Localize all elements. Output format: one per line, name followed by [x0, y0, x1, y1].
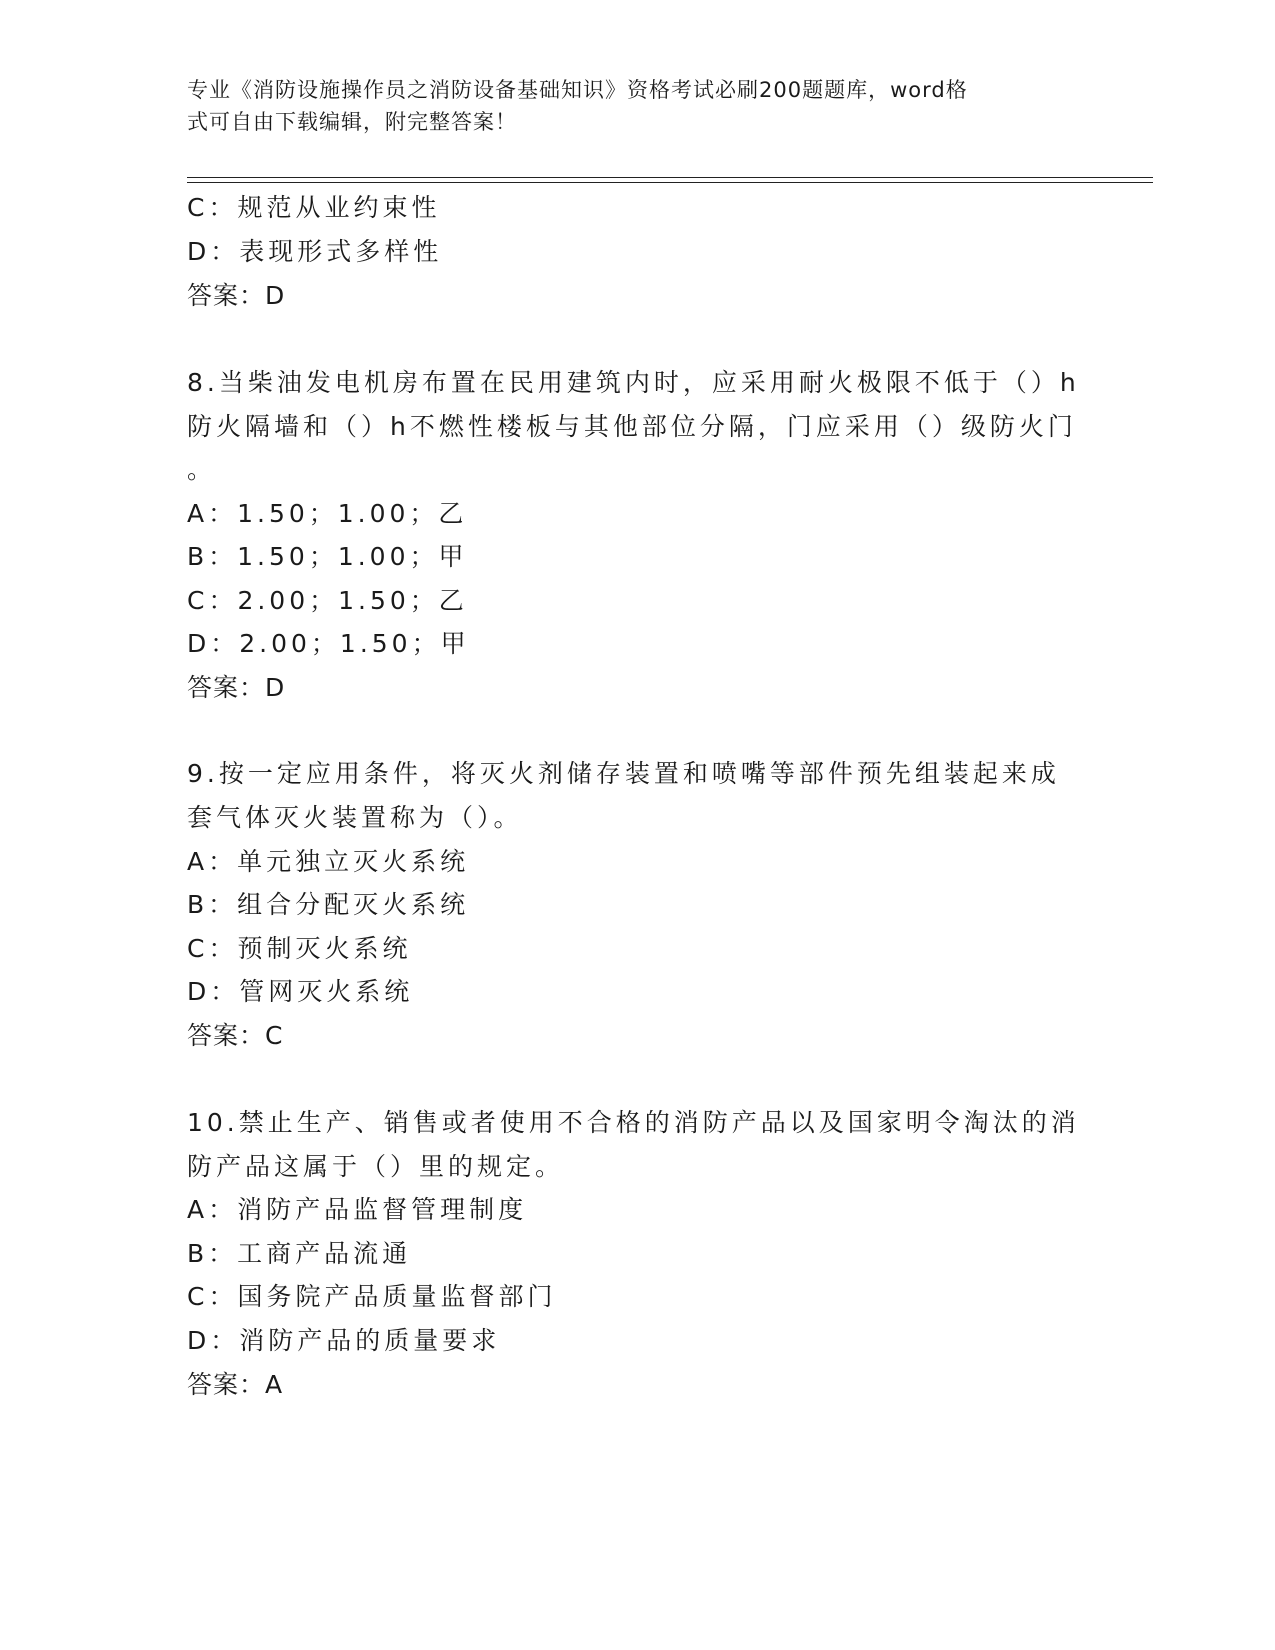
q9-option-b: B：组合分配灭火系统 — [187, 890, 470, 919]
q7-answer: 答案：D — [187, 281, 286, 310]
q9-option-c: C：预制灭火系统 — [187, 934, 412, 963]
q9-stem-line-2: 套气体灭火装置称为（）。 — [187, 803, 523, 832]
q10-option-b: B：工商产品流通 — [187, 1239, 412, 1268]
q10-stem-line-2: 防产品这属于（）里的规定。 — [187, 1152, 565, 1181]
q8-option-b: B：1.50；1.00；甲 — [187, 542, 468, 571]
q8-option-d: D：2.00；1.50；甲 — [187, 629, 470, 658]
q8-answer: 答案：D — [187, 673, 286, 702]
header-line-1: 专业《消防设施操作员之消防设备基础知识》资格考试必刷200题题库，word格 — [187, 78, 968, 102]
q9-answer: 答案：C — [187, 1021, 284, 1050]
q9-option-d: D：管网灭火系统 — [187, 977, 414, 1006]
q8-stem-line-3: 。 — [187, 455, 217, 484]
q8-option-a: A：1.50；1.00；乙 — [187, 499, 468, 528]
q8-option-c: C：2.00；1.50；乙 — [187, 586, 468, 615]
q9-option-a: A：单元独立灭火系统 — [187, 847, 470, 876]
q9-stem-line-1: 9.按一定应用条件，将灭火剂储存装置和喷嘴等部件预先组装起来成 — [187, 759, 1060, 788]
q10-answer: 答案：A — [187, 1370, 284, 1399]
q8-stem-line-1: 8.当柴油发电机房布置在民用建筑内时，应采用耐火极限不低于（）h — [187, 368, 1080, 397]
document-header — [187, 74, 1077, 138]
header-divider-thin — [187, 182, 1153, 183]
q8-stem-line-2: 防火隔墙和（）h不燃性楼板与其他部位分隔，门应采用（）级防火门 — [187, 412, 1077, 441]
q7-option-c: C：规范从业约束性 — [187, 193, 441, 222]
q10-option-c: C：国务院产品质量监督部门 — [187, 1282, 557, 1311]
q10-stem-line-1: 10.禁止生产、销售或者使用不合格的消防产品以及国家明令淘汰的消 — [187, 1108, 1080, 1137]
q10-option-d: D：消防产品的质量要求 — [187, 1326, 501, 1355]
q10-option-a: A：消防产品监督管理制度 — [187, 1195, 528, 1224]
q7-option-d: D：表现形式多样性 — [187, 237, 443, 266]
header-divider-thick — [187, 177, 1153, 178]
header-line-2: 式可自由下载编辑，附完整答案！ — [187, 110, 517, 134]
